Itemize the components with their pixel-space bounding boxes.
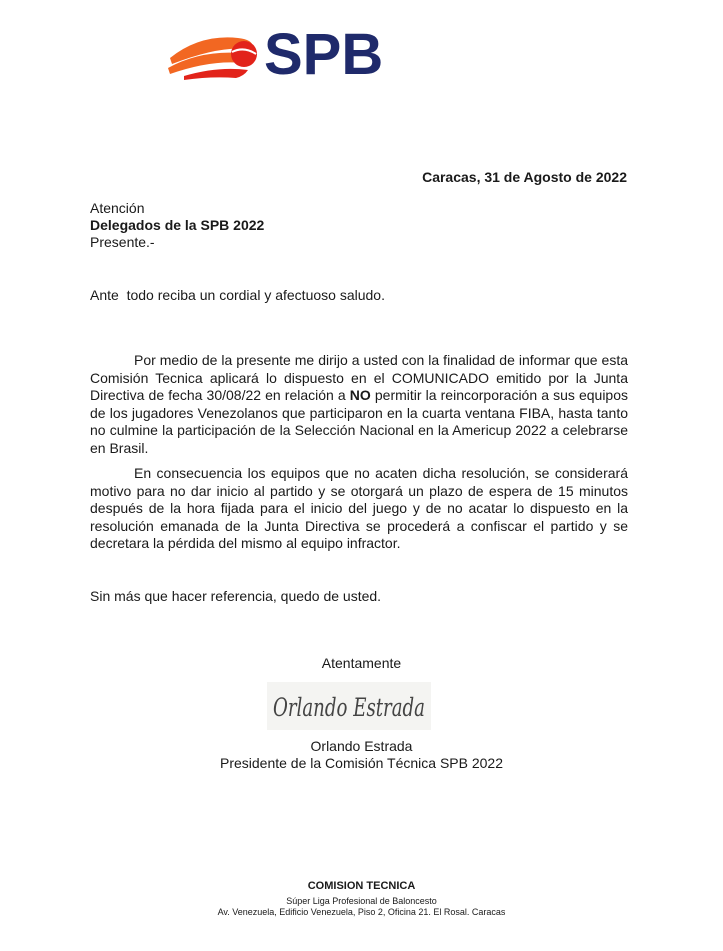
signature-script: Orlando Estrada <box>273 693 425 722</box>
recipient-name: Delegados de la SPB 2022 <box>90 217 265 233</box>
recipient-block <box>90 200 264 251</box>
attention-line: Atención <box>90 200 145 216</box>
signatory <box>0 738 723 772</box>
body-paragraph-1 <box>90 352 628 457</box>
spb-logo-graphic <box>164 22 524 87</box>
p1-text-b: permitir la reincorporación a sus equipos de los jugadores Venezolanos que participaron en la cuarta ventana FIBA, hasta tanto no culmine la participación de la Selección Nacional en la Americup 2022 a celebrarse en Brasil. <box>90 387 629 456</box>
greeting: Ante todo reciba un cordial y afectuoso saludo. <box>90 287 385 303</box>
footer-address: Av. Venezuela, Edificio Venezuela, Piso 2, Oficina 21. El Rosal. Caracas <box>217 907 506 917</box>
spb-logo <box>164 22 524 87</box>
signatory-title: Presidente de la Comisión Técnica SPB 2022 <box>219 755 503 771</box>
p1-text-a: Por medio de la presente me dirijo a usted con la finalidad de informar que esta Comisión Tecnica aplicará lo dispuesto en el COMUNICADO emitido por la Junta Directiva de fecha 30/08/22 en relación a <box>90 352 628 403</box>
footer-league: Súper Liga Profesional de Baloncesto <box>286 896 437 906</box>
closing-line: Sin más que hacer referencia, quedo de usted. <box>90 588 382 604</box>
letter-footer <box>0 880 723 917</box>
body-paragraph-2: En consecuencia los equipos que no acaten dicha resolución, se considerará motivo para no dar inicio al partido y se otorgará un plazo de espera de 15 minutos después de la hora fijada para el inicio del juego y de no acatar lo dispuesto en la resolución emanada de la Junta Directiva se procederá a confiscar el partido y se decretara la pérdida del mismo al equipo infractor. <box>90 465 628 551</box>
spb-logo-text: SPB <box>264 22 384 87</box>
signatory-name: Orlando Estrada <box>310 738 413 754</box>
basketball-swoosh-icon <box>168 37 257 80</box>
signature-graphic <box>267 682 431 730</box>
handwritten-signature <box>267 682 431 730</box>
letter-date: Caracas, 31 de Agosto de 2022 <box>422 169 627 185</box>
footer-org: COMISION TECNICA <box>307 880 416 892</box>
valediction: Atentamente <box>321 655 402 671</box>
p1-emphasis: NO <box>349 387 371 403</box>
presente-line: Presente.- <box>90 234 155 250</box>
